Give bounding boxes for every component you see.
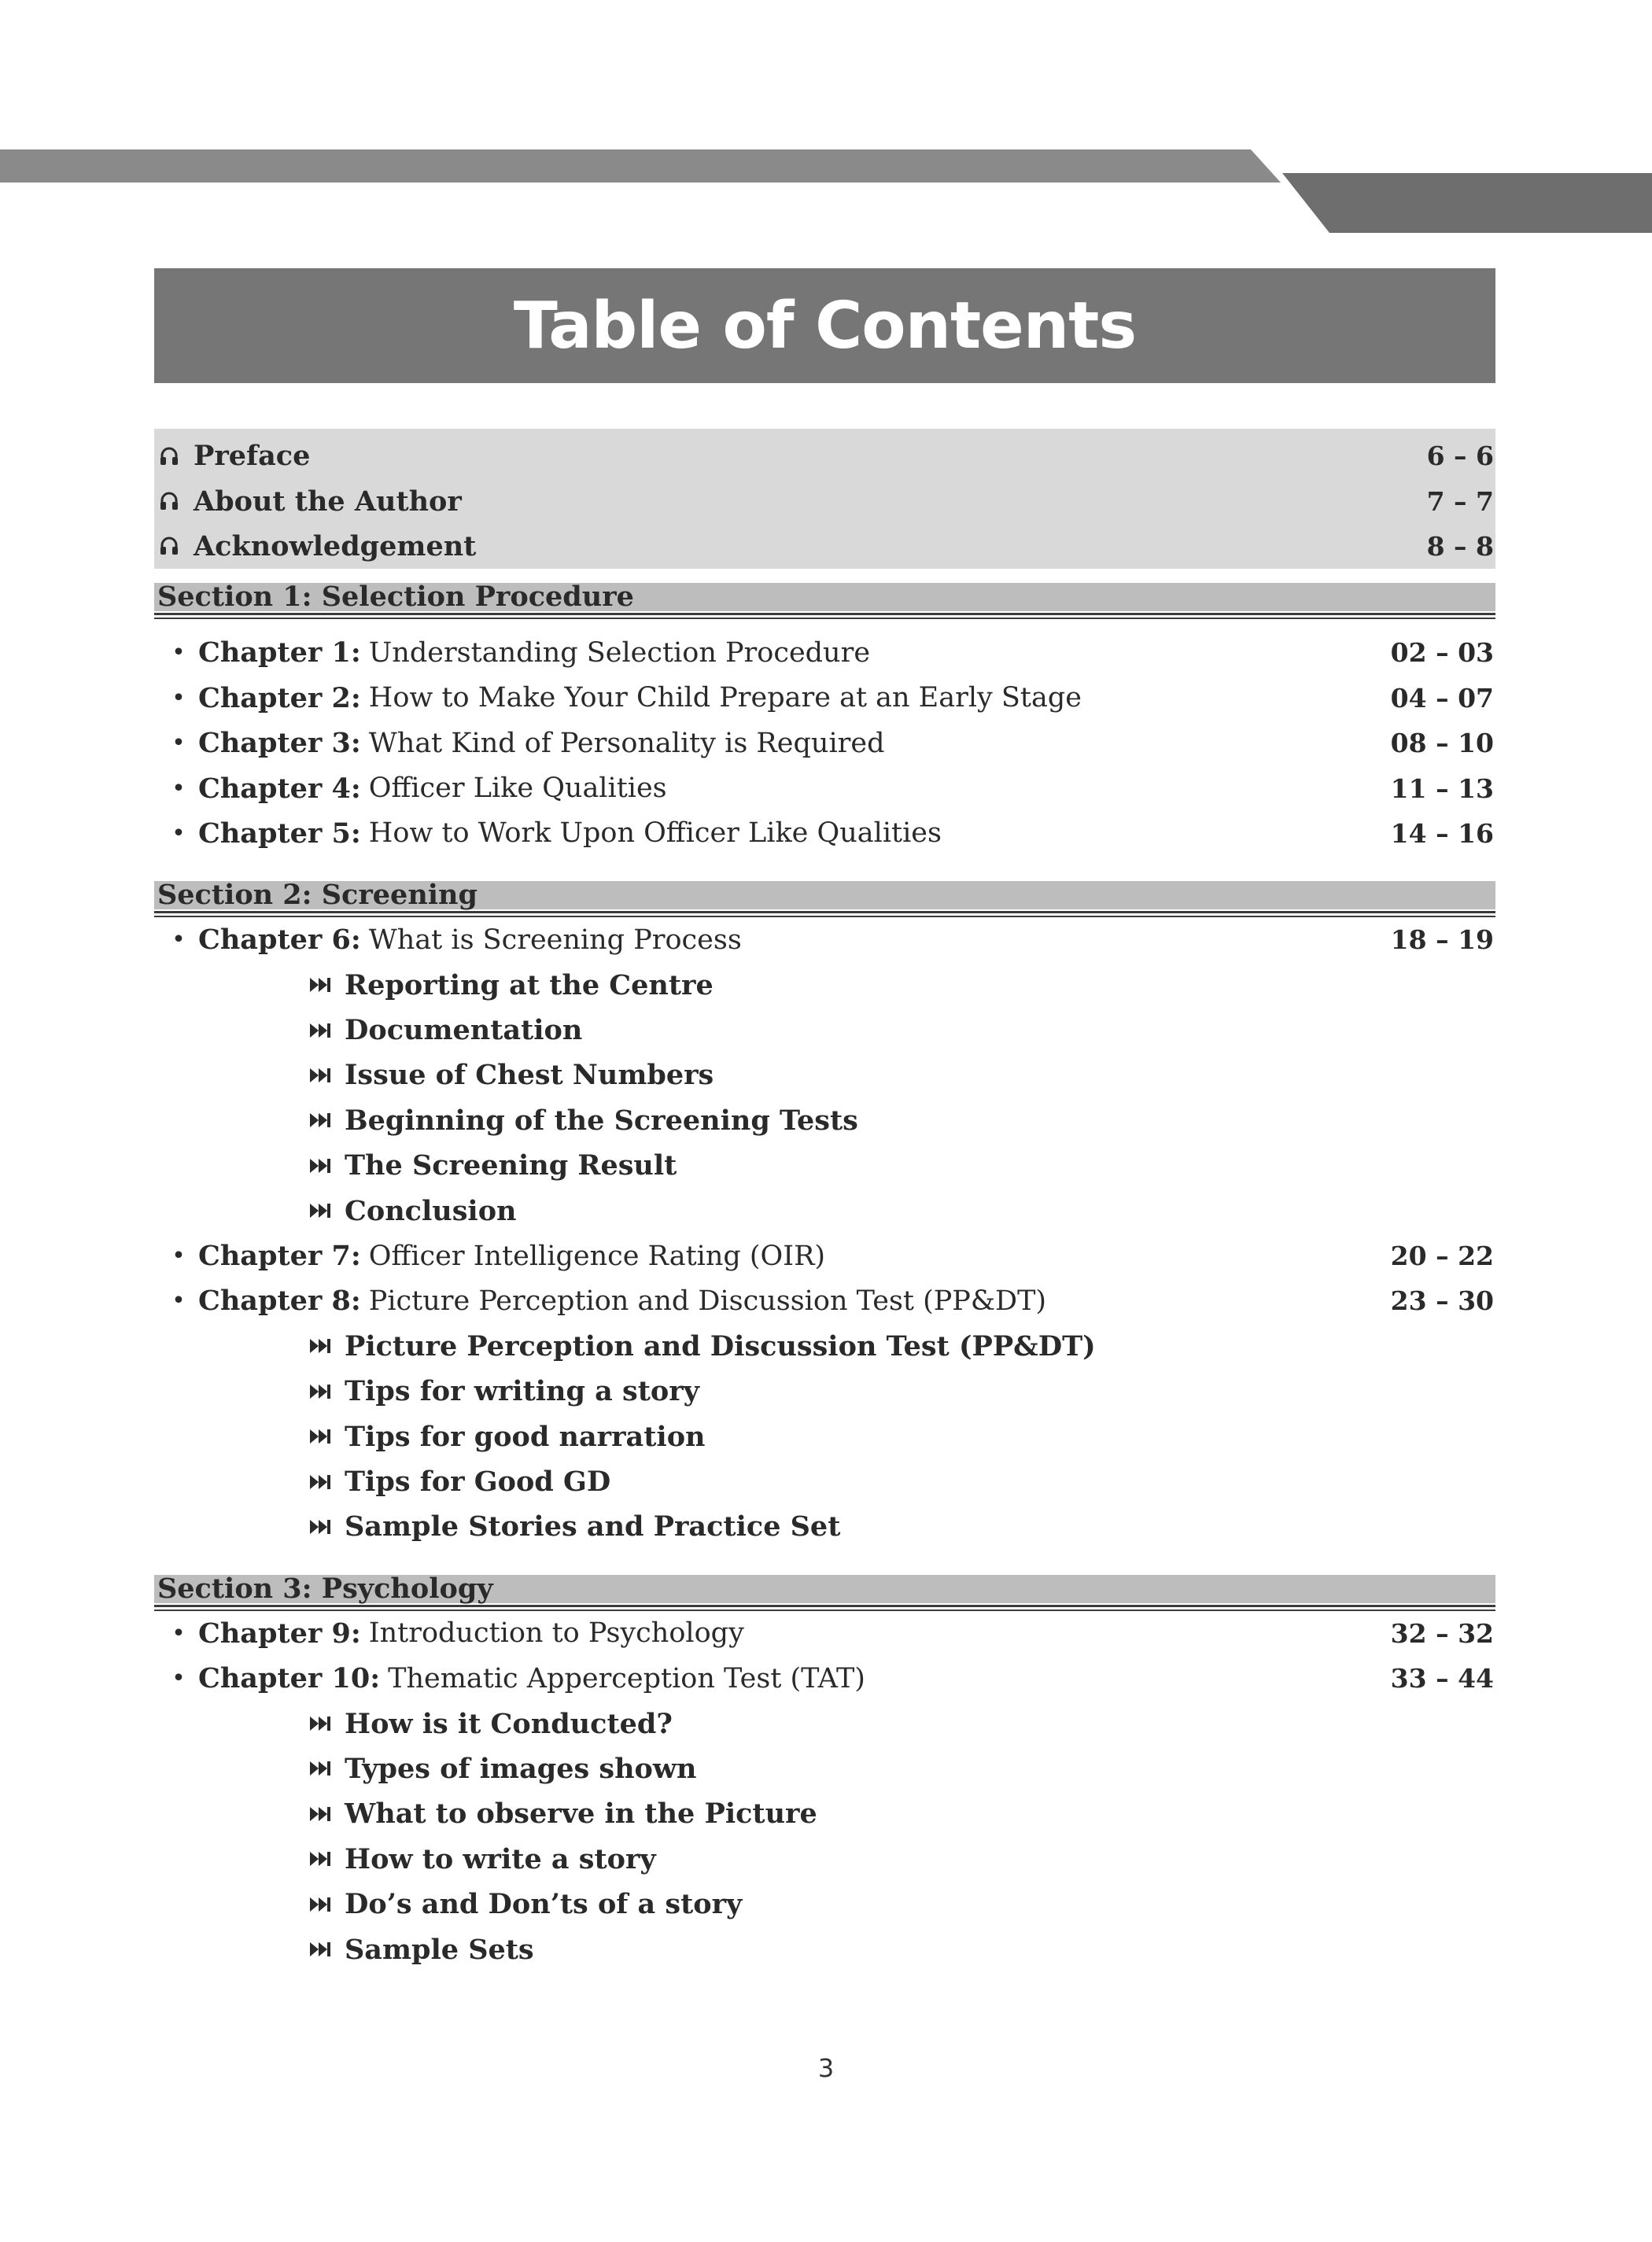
topic-row <box>154 1746 1495 1791</box>
topic-row <box>154 1324 1495 1369</box>
front-matter-icon-wrap <box>159 536 189 556</box>
topic-label: How to write a story <box>345 1842 656 1875</box>
chapter-number: Chapter 7: <box>198 1240 361 1273</box>
section-heading <box>154 1561 1495 1611</box>
topic-icon-wrap <box>308 975 340 994</box>
topic-label: Beginning of the Screening Tests <box>345 1104 858 1137</box>
chapter-row <box>154 676 1495 721</box>
fast-forward-icon <box>308 1427 332 1446</box>
page-range: 32 – 32 <box>1390 1617 1494 1649</box>
front-matter-icon-wrap <box>159 491 189 511</box>
section-gap <box>154 856 1495 867</box>
front-matter-row <box>154 433 1495 478</box>
title-bar <box>154 268 1495 383</box>
topic-row <box>154 1188 1495 1233</box>
topic-icon-wrap <box>308 1714 340 1733</box>
topic-label: What to observe in the Picture <box>345 1798 817 1831</box>
topic-label: Types of images shown <box>345 1752 697 1785</box>
topic-row <box>154 1008 1495 1053</box>
topic-row <box>154 1701 1495 1746</box>
chapter-row <box>154 917 1495 962</box>
fast-forward-icon <box>308 1021 332 1040</box>
chapter-number: Chapter 5: <box>198 817 361 850</box>
bullet-icon: • <box>171 639 186 667</box>
front-matter-label: Acknowledgement <box>194 529 477 562</box>
fast-forward-icon <box>308 1201 332 1220</box>
fast-forward-icon <box>308 1382 332 1401</box>
bullet-icon: • <box>171 729 186 758</box>
fast-forward-icon <box>308 1849 332 1868</box>
topic-icon-wrap <box>308 1895 340 1914</box>
page-range: 6 – 6 <box>1426 441 1494 472</box>
fast-forward-icon <box>308 1805 332 1823</box>
headphones-icon <box>159 446 179 466</box>
headphones-icon <box>159 491 179 511</box>
section-gap <box>154 1550 1495 1561</box>
fast-forward-icon <box>308 1895 332 1914</box>
page-range: 8 – 8 <box>1426 530 1494 562</box>
section-rule <box>154 613 1495 615</box>
topic-row <box>154 1837 1495 1882</box>
topic-label: Sample Stories and Practice Set <box>345 1510 841 1543</box>
chapter-title: How to Work Upon Officer Like Qualities <box>368 817 942 850</box>
front-matter-label: About the Author <box>194 485 462 518</box>
topic-icon-wrap <box>308 1473 340 1492</box>
chapter-title: What Kind of Personality is Required <box>368 727 885 759</box>
topic-label: How is it Conducted? <box>345 1707 673 1740</box>
sections-container <box>154 569 1495 1972</box>
chapter-row <box>154 1656 1495 1701</box>
fast-forward-icon <box>308 1940 332 1959</box>
fast-forward-icon <box>308 1517 332 1536</box>
topic-row <box>154 1414 1495 1458</box>
chapter-number: Chapter 8: <box>198 1285 361 1318</box>
topic-icon-wrap <box>308 1337 340 1355</box>
fast-forward-icon <box>308 1156 332 1175</box>
topic-label: Issue of Chest Numbers <box>345 1059 714 1092</box>
topic-label: Sample Sets <box>345 1933 534 1966</box>
topic-label: Documentation <box>345 1014 583 1047</box>
front-matter-block <box>154 429 1495 569</box>
topic-icon-wrap <box>308 1427 340 1446</box>
topic-row <box>154 1791 1495 1836</box>
chapter-row <box>154 765 1495 810</box>
bullet-icon: • <box>171 1665 186 1693</box>
section-title: Section 3: Psychology <box>157 1572 493 1605</box>
topic-icon-wrap <box>308 1805 340 1823</box>
topic-label: Do’s and Don’ts of a story <box>345 1888 743 1921</box>
section-title: Section 2: Screening <box>157 879 478 912</box>
fast-forward-icon <box>308 1066 332 1085</box>
table-of-contents <box>154 429 1495 1972</box>
header-stripe-light <box>0 149 1281 183</box>
fast-forward-icon <box>308 1111 332 1130</box>
topic-row <box>154 1143 1495 1188</box>
topic-row <box>154 1098 1495 1143</box>
chapter-number: Chapter 1: <box>198 636 361 669</box>
chapter-number: Chapter 6: <box>198 924 361 957</box>
topic-row <box>154 1053 1495 1097</box>
section-rule <box>154 1605 1495 1607</box>
chapter-number: Chapter 4: <box>198 772 361 805</box>
chapter-title: Officer Like Qualities <box>368 773 667 805</box>
topic-row <box>154 1882 1495 1927</box>
page-range: 11 – 13 <box>1390 773 1494 804</box>
topic-label: Tips for good narration <box>345 1420 706 1453</box>
fast-forward-icon <box>308 1337 332 1355</box>
front-matter-label: Preface <box>194 440 311 473</box>
topic-icon-wrap <box>308 1066 340 1085</box>
topic-row <box>154 1369 1495 1414</box>
headphones-icon <box>159 536 179 556</box>
topic-icon-wrap <box>308 1940 340 1959</box>
fast-forward-icon <box>308 1714 332 1733</box>
header-banner <box>0 148 1652 234</box>
topic-icon-wrap <box>308 1849 340 1868</box>
topic-icon-wrap <box>308 1201 340 1220</box>
topic-icon-wrap <box>308 1156 340 1175</box>
topic-icon-wrap <box>308 1382 340 1401</box>
chapter-title: Thematic Apperception Test (TAT) <box>388 1662 865 1694</box>
topic-label: Reporting at the Centre <box>345 968 714 1001</box>
chapter-row <box>154 1278 1495 1323</box>
page-range: 20 – 22 <box>1390 1241 1494 1272</box>
topic-label: The Screening Result <box>345 1149 677 1182</box>
topic-row <box>154 1504 1495 1549</box>
page-number: 3 <box>817 2053 835 2083</box>
topic-icon-wrap <box>308 1517 340 1536</box>
chapter-row <box>154 1611 1495 1656</box>
section-rule <box>154 618 1495 619</box>
chapter-title: Introduction to Psychology <box>368 1617 744 1650</box>
topic-label: Tips for Good GD <box>345 1466 611 1498</box>
topic-icon-wrap <box>308 1111 340 1130</box>
topic-row <box>154 963 1495 1008</box>
topic-icon-wrap <box>308 1021 340 1040</box>
chapter-title: Officer Intelligence Rating (OIR) <box>368 1240 826 1272</box>
chapter-row <box>154 721 1495 765</box>
bullet-icon: • <box>171 684 186 712</box>
chapter-number: Chapter 2: <box>198 681 361 714</box>
chapter-number: Chapter 3: <box>198 727 361 760</box>
topic-label: Tips for writing a story <box>345 1375 700 1408</box>
chapter-row <box>154 630 1495 675</box>
topic-label: Conclusion <box>345 1194 517 1227</box>
front-matter-row <box>154 478 1495 523</box>
chapter-title: How to Make Your Child Prepare at an Early Stage <box>368 682 1082 714</box>
topic-row <box>154 1927 1495 1971</box>
fast-forward-icon <box>308 1759 332 1778</box>
section-gap <box>154 619 1495 630</box>
page-range: 04 – 07 <box>1390 682 1494 714</box>
section-title: Section 1: Selection Procedure <box>157 581 634 614</box>
fast-forward-icon <box>308 975 332 994</box>
bullet-icon: • <box>171 926 186 954</box>
page-range: 23 – 30 <box>1390 1285 1494 1317</box>
topic-row <box>154 1459 1495 1504</box>
chapter-title: Picture Perception and Discussion Test (PP&DT) <box>368 1285 1047 1317</box>
front-matter-icon-wrap <box>159 446 189 466</box>
bullet-icon: • <box>171 1242 186 1270</box>
header-stripe-dark <box>1282 173 1652 233</box>
bullet-icon: • <box>171 1287 186 1315</box>
page-range: 08 – 10 <box>1390 728 1494 759</box>
page-range: 7 – 7 <box>1426 485 1494 517</box>
section-heading <box>154 867 1495 917</box>
page-title: Table of Contents <box>513 288 1137 363</box>
page-range: 18 – 19 <box>1390 924 1494 956</box>
bullet-icon: • <box>171 1619 186 1647</box>
section-heading <box>154 569 1495 619</box>
section-rule <box>154 911 1495 913</box>
page-range: 33 – 44 <box>1390 1663 1494 1694</box>
topic-label: Picture Perception and Discussion Test (PP&DT) <box>345 1329 1096 1363</box>
front-matter-row <box>154 524 1495 569</box>
chapter-number: Chapter 10: <box>198 1662 381 1695</box>
bullet-icon: • <box>171 774 186 802</box>
fast-forward-icon <box>308 1473 332 1492</box>
bullet-icon: • <box>171 819 186 847</box>
chapter-row <box>154 811 1495 856</box>
chapter-row <box>154 1233 1495 1278</box>
chapter-number: Chapter 9: <box>198 1617 361 1650</box>
chapter-title: Understanding Selection Procedure <box>368 636 871 669</box>
page-range: 14 – 16 <box>1390 817 1494 849</box>
topic-icon-wrap <box>308 1759 340 1778</box>
chapter-title: What is Screening Process <box>368 924 742 956</box>
page-range: 02 – 03 <box>1390 637 1494 669</box>
